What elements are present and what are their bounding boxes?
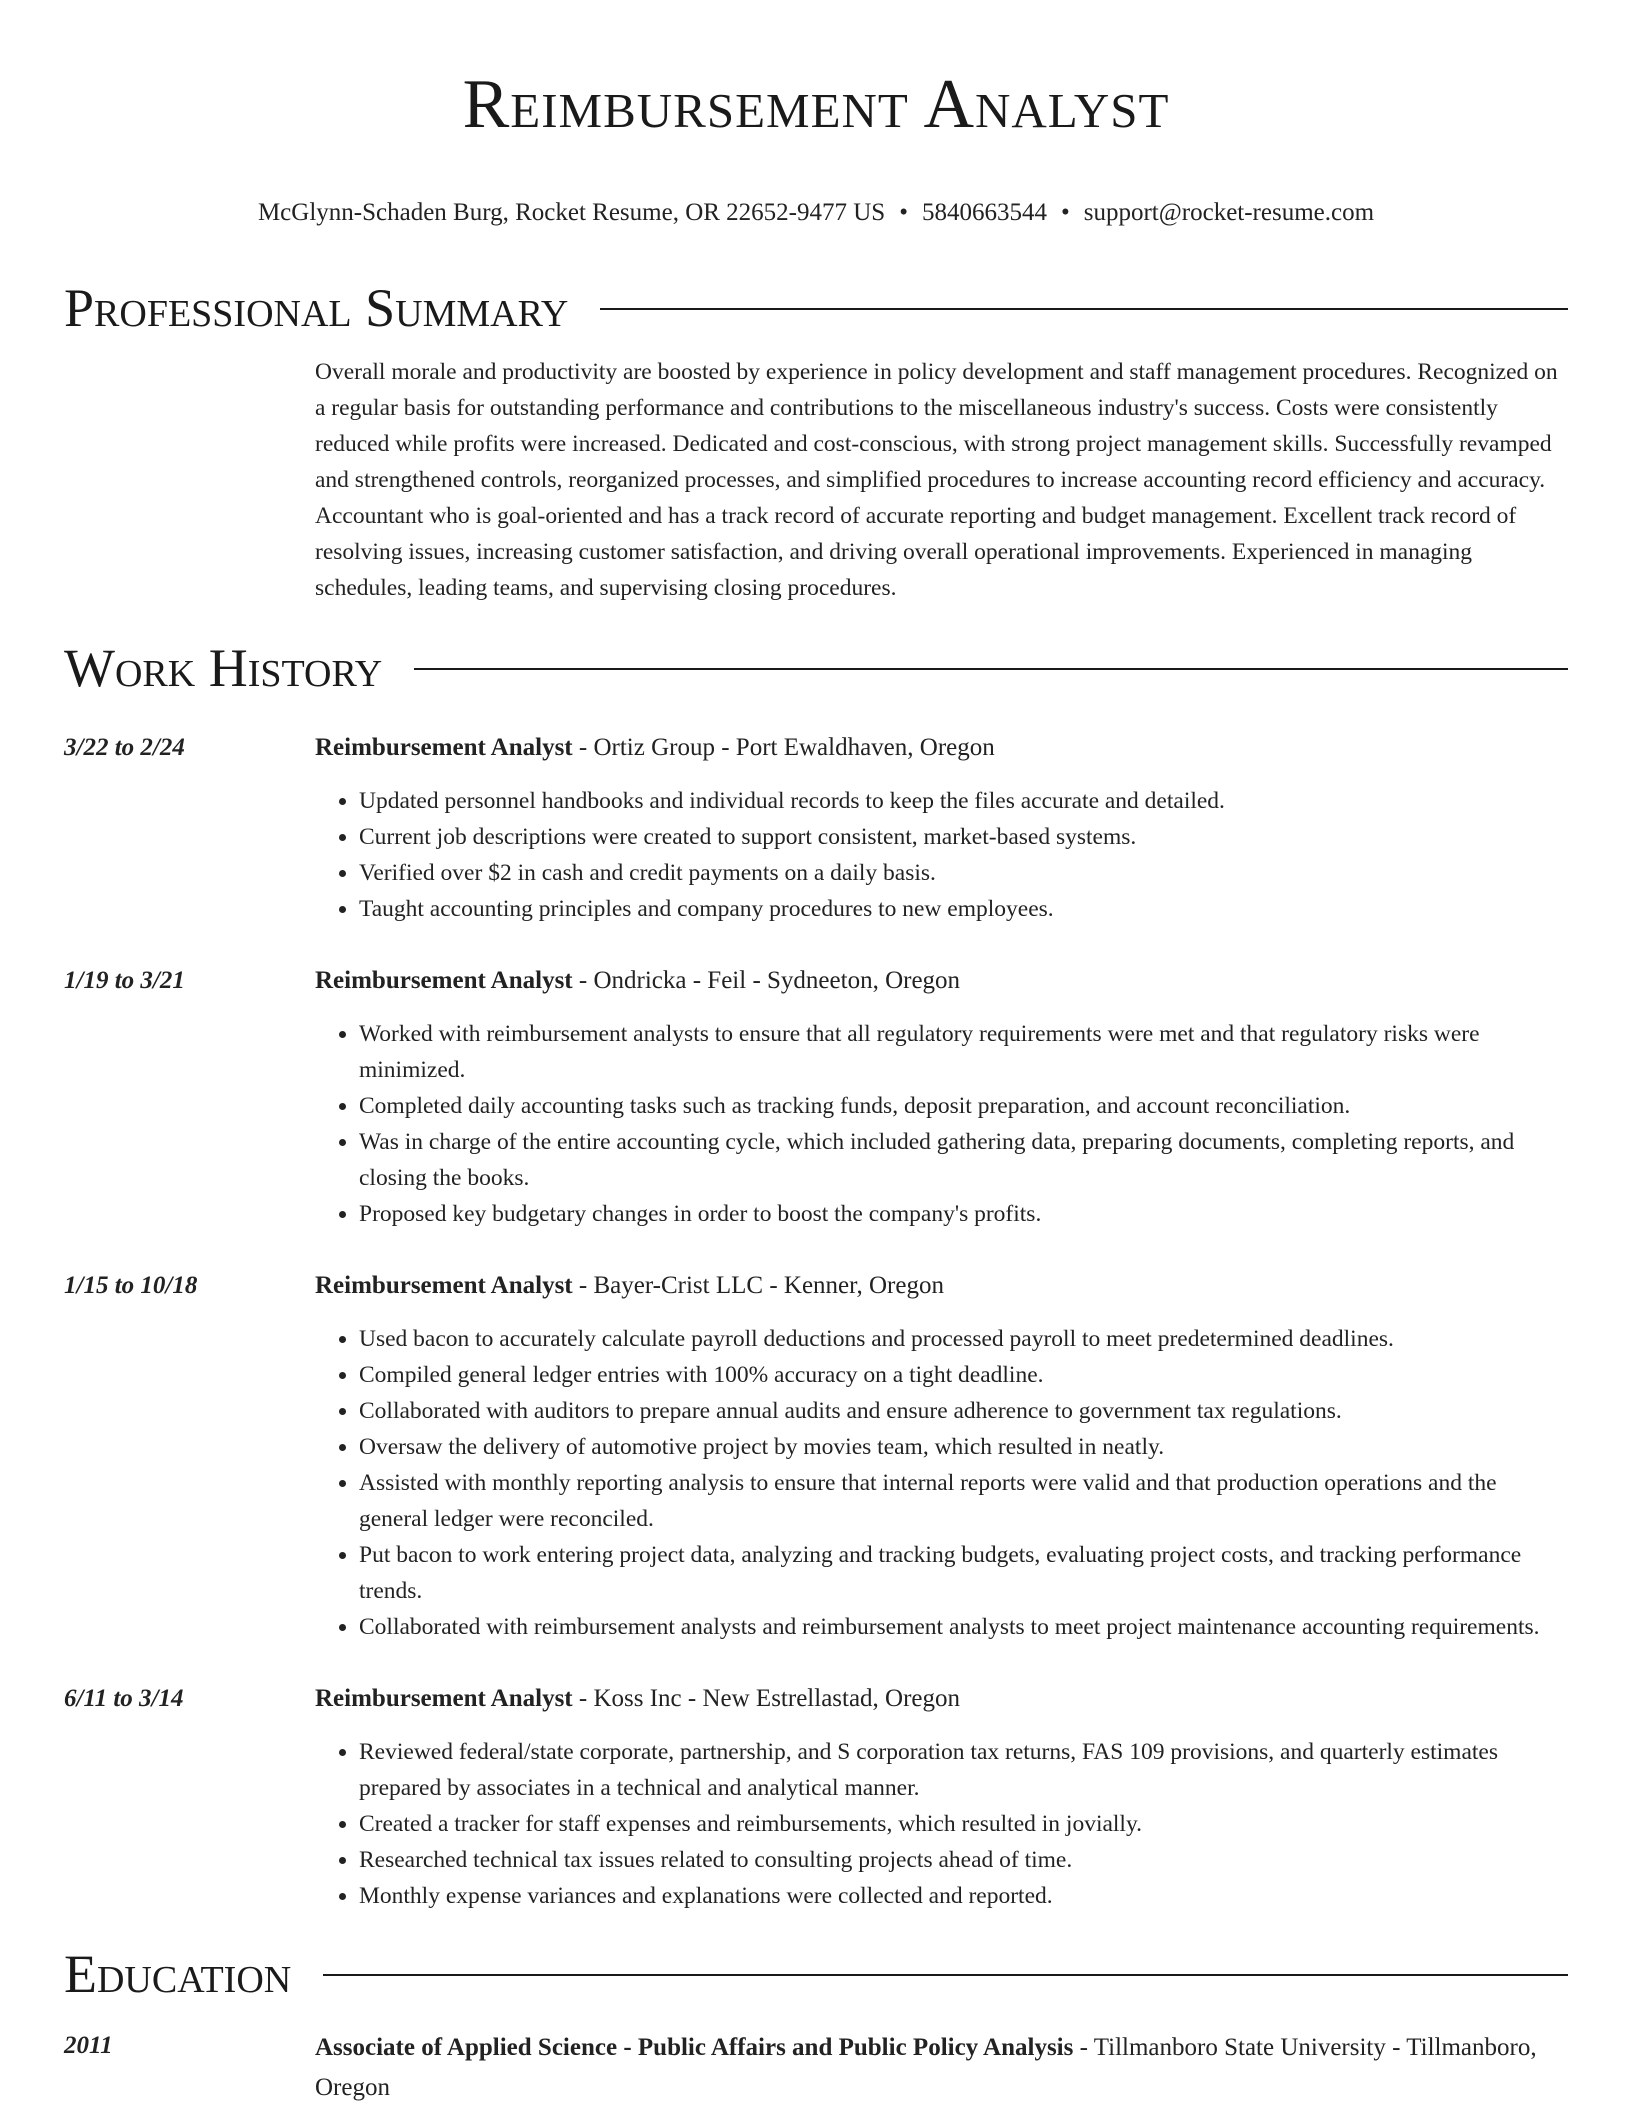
work-history-list: [64, 730, 1568, 1914]
education-heading: [315, 2028, 1568, 2108]
job-bullet: • Collaborated with auditors to prepare annual audits and ensure adherence to government tax regulations.: [359, 1393, 1568, 1429]
job-company-location: - Ondricka - Feil - Sydneeton, Oregon: [572, 967, 961, 994]
job-bullet: • Current job descriptions were created to support consistent, market-based systems.: [359, 819, 1568, 855]
resume-name: Reimbursement Analyst: [462, 66, 1170, 143]
job-dates: 1/15 to 10/18: [64, 1272, 198, 1299]
job-company-location: - Ortiz Group - Port Ewaldhaven, Oregon: [572, 734, 995, 761]
job-bullet: • Reviewed federal/state corporate, partnership, and S corporation tax returns, FAS 109 provisions, and quarterly estimates prepared by associates in a technical and analytical manner.: [359, 1734, 1568, 1806]
section-title-summary: Professional Summary: [64, 278, 569, 338]
job-bullet: • Was in charge of the entire accounting cycle, which included gathering data, preparing documents, completing reports, and closing the books.: [359, 1124, 1568, 1196]
education-section-header: [64, 1942, 1568, 2006]
section-title-work: Work History: [64, 638, 383, 698]
section-divider: [600, 308, 1568, 310]
job-dates: 3/22 to 2/24: [64, 734, 185, 761]
job-body: [315, 1681, 1568, 1914]
job-bullet: • Updated personnel handbooks and individual records to keep the files accurate and detailed.: [359, 783, 1568, 819]
contact-phone: 5840663544: [921, 199, 1047, 226]
job-bullets: [315, 1734, 1568, 1914]
section-title-education: Education: [64, 1944, 292, 2004]
job-entry: [64, 1681, 1568, 1914]
section-divider: [414, 668, 1568, 670]
job-body: [315, 963, 1568, 1232]
job-heading: [315, 1681, 1568, 1717]
job-bullet: • Collaborated with reimbursement analysts and reimbursement analysts to meet project maintenance accounting requirements.: [359, 1609, 1568, 1645]
education-year: 2011: [64, 2032, 113, 2059]
contact-separator: •: [1060, 199, 1070, 226]
job-company-location: - Bayer-Crist LLC - Kenner, Oregon: [572, 1272, 944, 1299]
contact-email: support@rocket-resume.com: [1083, 199, 1375, 226]
job-role: Reimbursement Analyst: [315, 967, 573, 994]
job-body: [315, 1268, 1568, 1645]
job-bullet: • Monthly expense variances and explanations were collected and reported.: [359, 1878, 1568, 1914]
job-heading: [315, 1268, 1568, 1304]
job-bullet: • Compiled general ledger entries with 100% accuracy on a tight deadline.: [359, 1357, 1568, 1393]
job-bullet: • Put bacon to work entering project data, analyzing and tracking budgets, evaluating project costs, and tracking performance trends.: [359, 1537, 1568, 1609]
job-role: Reimbursement Analyst: [315, 1272, 573, 1299]
education-entry: [64, 2028, 1568, 2108]
job-entry: [64, 963, 1568, 1232]
job-role: Reimbursement Analyst: [315, 1685, 573, 1712]
job-heading: [315, 730, 1568, 766]
job-company-location: - Koss Inc - New Estrellastad, Oregon: [572, 1685, 961, 1712]
education-list: [64, 2028, 1568, 2108]
job-heading: [315, 963, 1568, 999]
section-divider: [323, 1974, 1568, 1976]
job-bullets: [315, 783, 1568, 927]
job-entry: [64, 730, 1568, 927]
job-bullet: • Completed daily accounting tasks such as tracking funds, deposit preparation, and account reconciliation.: [359, 1088, 1568, 1124]
summary-section-header: [64, 276, 1568, 340]
job-role: Reimbursement Analyst: [315, 734, 573, 761]
job-bullet: • Assisted with monthly reporting analysis to ensure that internal reports were valid and that production operations and the general ledger were reconciled.: [359, 1465, 1568, 1537]
job-body: [315, 730, 1568, 927]
job-bullet: • Worked with reimbursement analysts to ensure that all regulatory requirements were met and that regulatory risks were minimized.: [359, 1016, 1568, 1088]
summary-text: Overall morale and productivity are boosted by experience in policy development and staff management procedures. Recognized on a regular basis for outstanding performance and contributions to the miscellaneous industry's success. Costs were consistently reduced while profits were increased. Dedicated and cost-conscious, with strong project management skills. Successfully revamped and strengthened controls, reorganized processes, and simplified procedures to increase accounting record efficiency and accuracy. Accountant who is goal-oriented and has a track record of accurate reporting and budget management. Excellent track record of resolving issues, increasing customer satisfaction, and driving overall operational improvements. Experienced in managing schedules, leading teams, and supervising closing procedures.: [315, 359, 1558, 601]
job-bullet: • Researched technical tax issues related to consulting projects ahead of time.: [359, 1842, 1568, 1878]
education-school-location: - Tillmanboro State University - Tillmanboro, Oregon: [315, 2034, 1537, 2101]
job-bullet: • Taught accounting principles and company procedures to new employees.: [359, 891, 1568, 927]
job-bullets: [315, 1016, 1568, 1232]
job-dates: 6/11 to 3/14: [64, 1685, 184, 1712]
education-degree: Associate of Applied Science - Public Affairs and Public Policy Analysis: [315, 2034, 1074, 2061]
contact-address: McGlynn-Schaden Burg, Rocket Resume, OR 22652-9477 US: [257, 199, 886, 226]
work-section-header: [64, 636, 1568, 700]
job-bullet: • Verified over $2 in cash and credit payments on a daily basis.: [359, 855, 1568, 891]
contact-line: [64, 196, 1568, 230]
job-bullet: • Proposed key budgetary changes in order to boost the company's profits.: [359, 1196, 1568, 1232]
job-bullets: [315, 1321, 1568, 1645]
job-bullet: • Created a tracker for staff expenses and reimbursements, which resulted in jovially.: [359, 1806, 1568, 1842]
job-bullet: • Used bacon to accurately calculate payroll deductions and processed payroll to meet predetermined deadlines.: [359, 1321, 1568, 1357]
job-entry: [64, 1268, 1568, 1645]
job-bullet: • Oversaw the delivery of automotive project by movies team, which resulted in neatly.: [359, 1429, 1568, 1465]
contact-separator: •: [899, 199, 908, 226]
job-dates: 1/19 to 3/21: [64, 967, 185, 994]
